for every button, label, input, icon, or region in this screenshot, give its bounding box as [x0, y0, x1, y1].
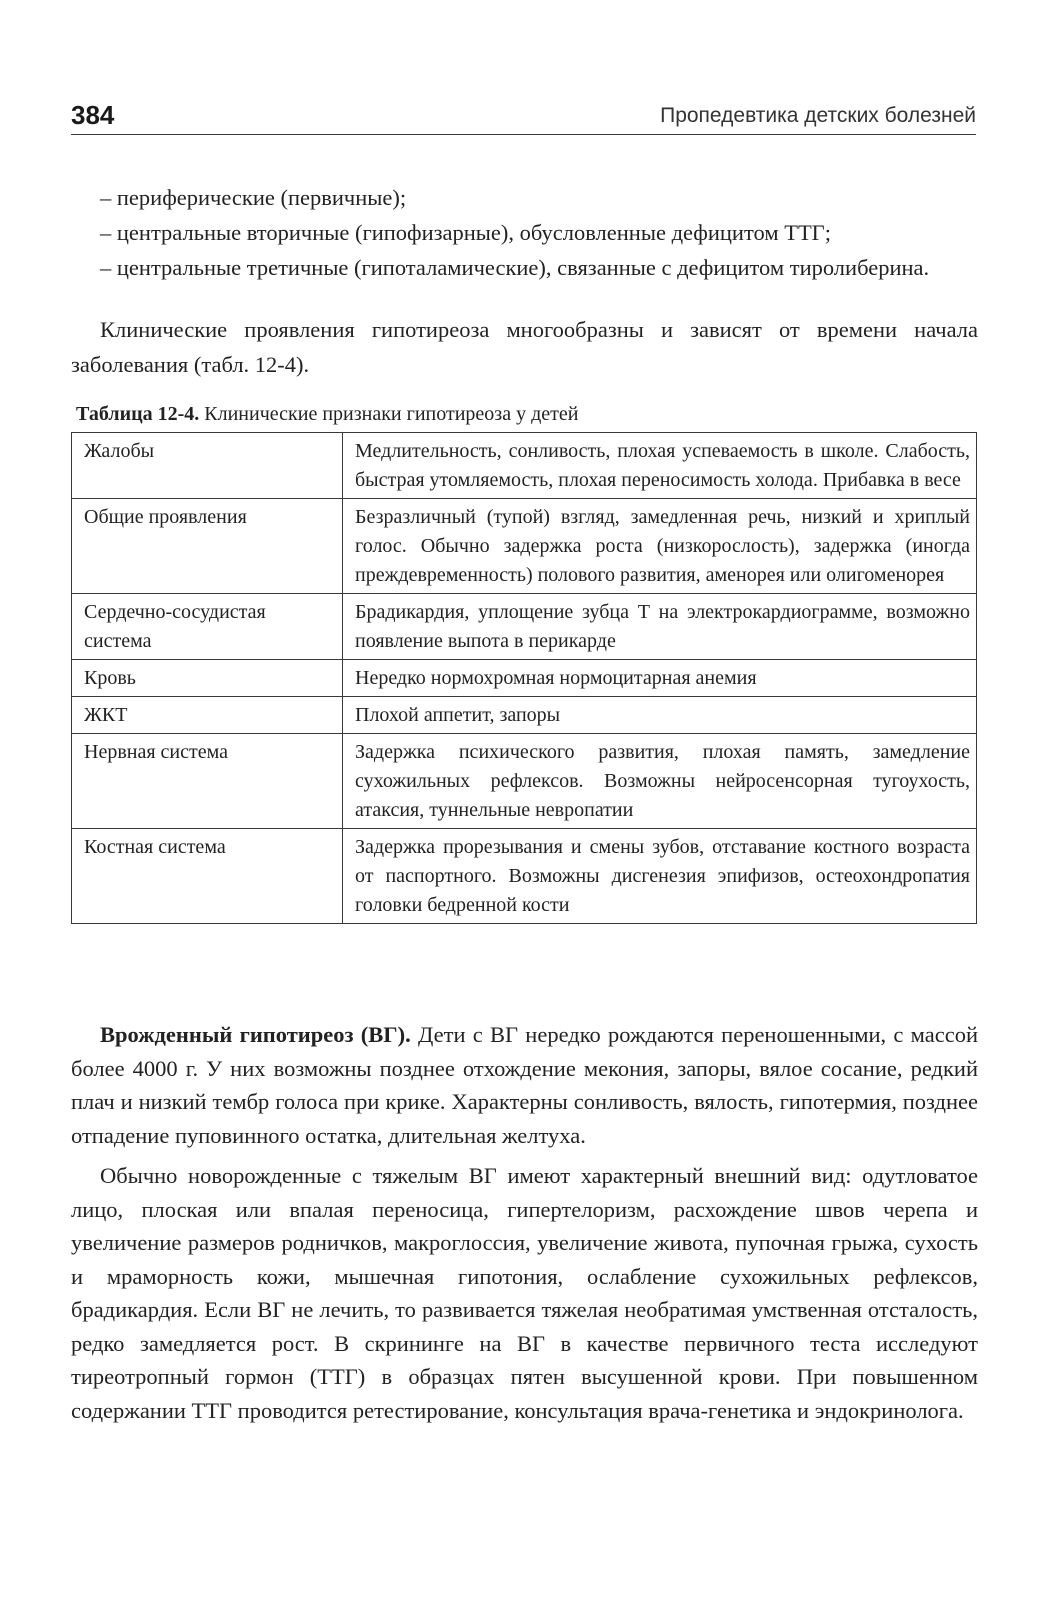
table-cell-category: Общие проявления	[72, 499, 343, 594]
table-cell-signs: Задержка психического развития, плохая память, замедление сухожильных рефлексов. Возможны нейросенсорная тугоухость, атаксия, туннельные невропатии	[343, 734, 977, 829]
table-row	[72, 734, 977, 829]
table-row	[72, 697, 977, 734]
table-cell-category: Сердечно-сосудистая система	[72, 594, 343, 660]
congenital-hypothyroidism-paragraph	[71, 1018, 978, 1152]
page-header	[71, 100, 976, 135]
clinical-signs-table	[71, 432, 977, 924]
table-caption	[76, 400, 578, 428]
table-cell-signs: Брадикардия, уплощение зубца Т на электрокардиограмме, возможно появление выпота в перикарде	[343, 594, 977, 660]
table-cell-signs: Безразличный (тупой) взгляд, замедленная речь, низкий и хриплый голос. Обычно задержка роста (низкорослость), задержка (иногда преждевременность) полового развития, аменорея или олигоменорея	[343, 499, 977, 594]
list-item: – периферические (первичные);	[100, 185, 407, 210]
table-row	[72, 594, 977, 660]
dash-list	[100, 180, 978, 285]
table-cell-category: Нервная система	[72, 734, 343, 829]
table-cell-signs: Нередко нормохромная нормоцитарная анемия	[343, 660, 977, 697]
table-cell-category: Костная система	[72, 829, 343, 924]
table-row	[72, 829, 977, 924]
table-row	[72, 499, 977, 594]
table-cell-signs: Задержка прорезывания и смены зубов, отставание костного возраста от паспортного. Возможны дисгенезия эпифизов, остеохондропатия головки бедренной кости	[343, 829, 977, 924]
table-cell-category: Кровь	[72, 660, 343, 697]
paragraph-text: Дети с ВГ нередко рождаются переношенными, с массой более 4000 г. У них возможны позднее отхождение мекония, запоры, вялое сосание, редкий плач и низкий тембр голоса при крике. Характерны сонливость, вялость, гипотермия, позднее отпадение пуповинного остатка, длительная желтуха.	[71, 1022, 978, 1148]
page-number: 384	[71, 100, 115, 130]
table-cell-category: Жалобы	[72, 433, 343, 499]
list-item: – центральные вторичные (гипофизарные), обусловленные дефицитом ТТГ;	[100, 220, 831, 245]
newborn-appearance-paragraph: Обычно новорожденные с тяжелым ВГ имеют характерный внешний вид: одутловатое лицо, плоская или впалая переносица, гипертелоризм, расхождение швов черепа и увеличение размеров родничков, макроглоссия, увеличение живота, пупочная грыжа, сухость и мраморность кожи, мышечная гипотония, ослабление сухожильных рефлексов, брадикардия. Если ВГ не лечить, то развивается тяжелая необратимая умственная отсталость, редко замедляется рост. В скрининге на ВГ в качестве первичного теста исследуют тиреотропный гормон (ТТГ) в образцах пятен высушенной крови. При повышенном содержании ТТГ проводится ретестирование, консультация врача-генетика и эндокринолога.	[71, 1163, 978, 1423]
paragraph-lead-term: Врожденный гипотиреоз (ВГ).	[100, 1022, 411, 1047]
table-cell-category: ЖКТ	[72, 697, 343, 734]
running-title: Пропедевтика детских болезней	[660, 104, 976, 127]
table-caption-text: Клинические признаки гипотиреоза у детей	[199, 403, 579, 425]
table-cell-signs: Плохой аппетит, запоры	[343, 697, 977, 734]
table-row	[72, 433, 977, 499]
intro-paragraph: Клинические проявления гипотиреоза многообразны и зависят от времени начала заболевания (табл. 12-4).	[71, 317, 978, 377]
table-caption-label: Таблица 12-4.	[76, 403, 200, 425]
table-cell-signs: Медлительность, сонливость, плохая успеваемость в школе. Слабость, быстрая утомляемость, плохая переносимость холода. Прибавка в весе	[343, 433, 977, 499]
table-row	[72, 660, 977, 697]
body-text	[71, 1018, 978, 1434]
list-item: – центральные третичные (гипоталамические), связанные с дефицитом тиролиберина.	[100, 255, 930, 280]
